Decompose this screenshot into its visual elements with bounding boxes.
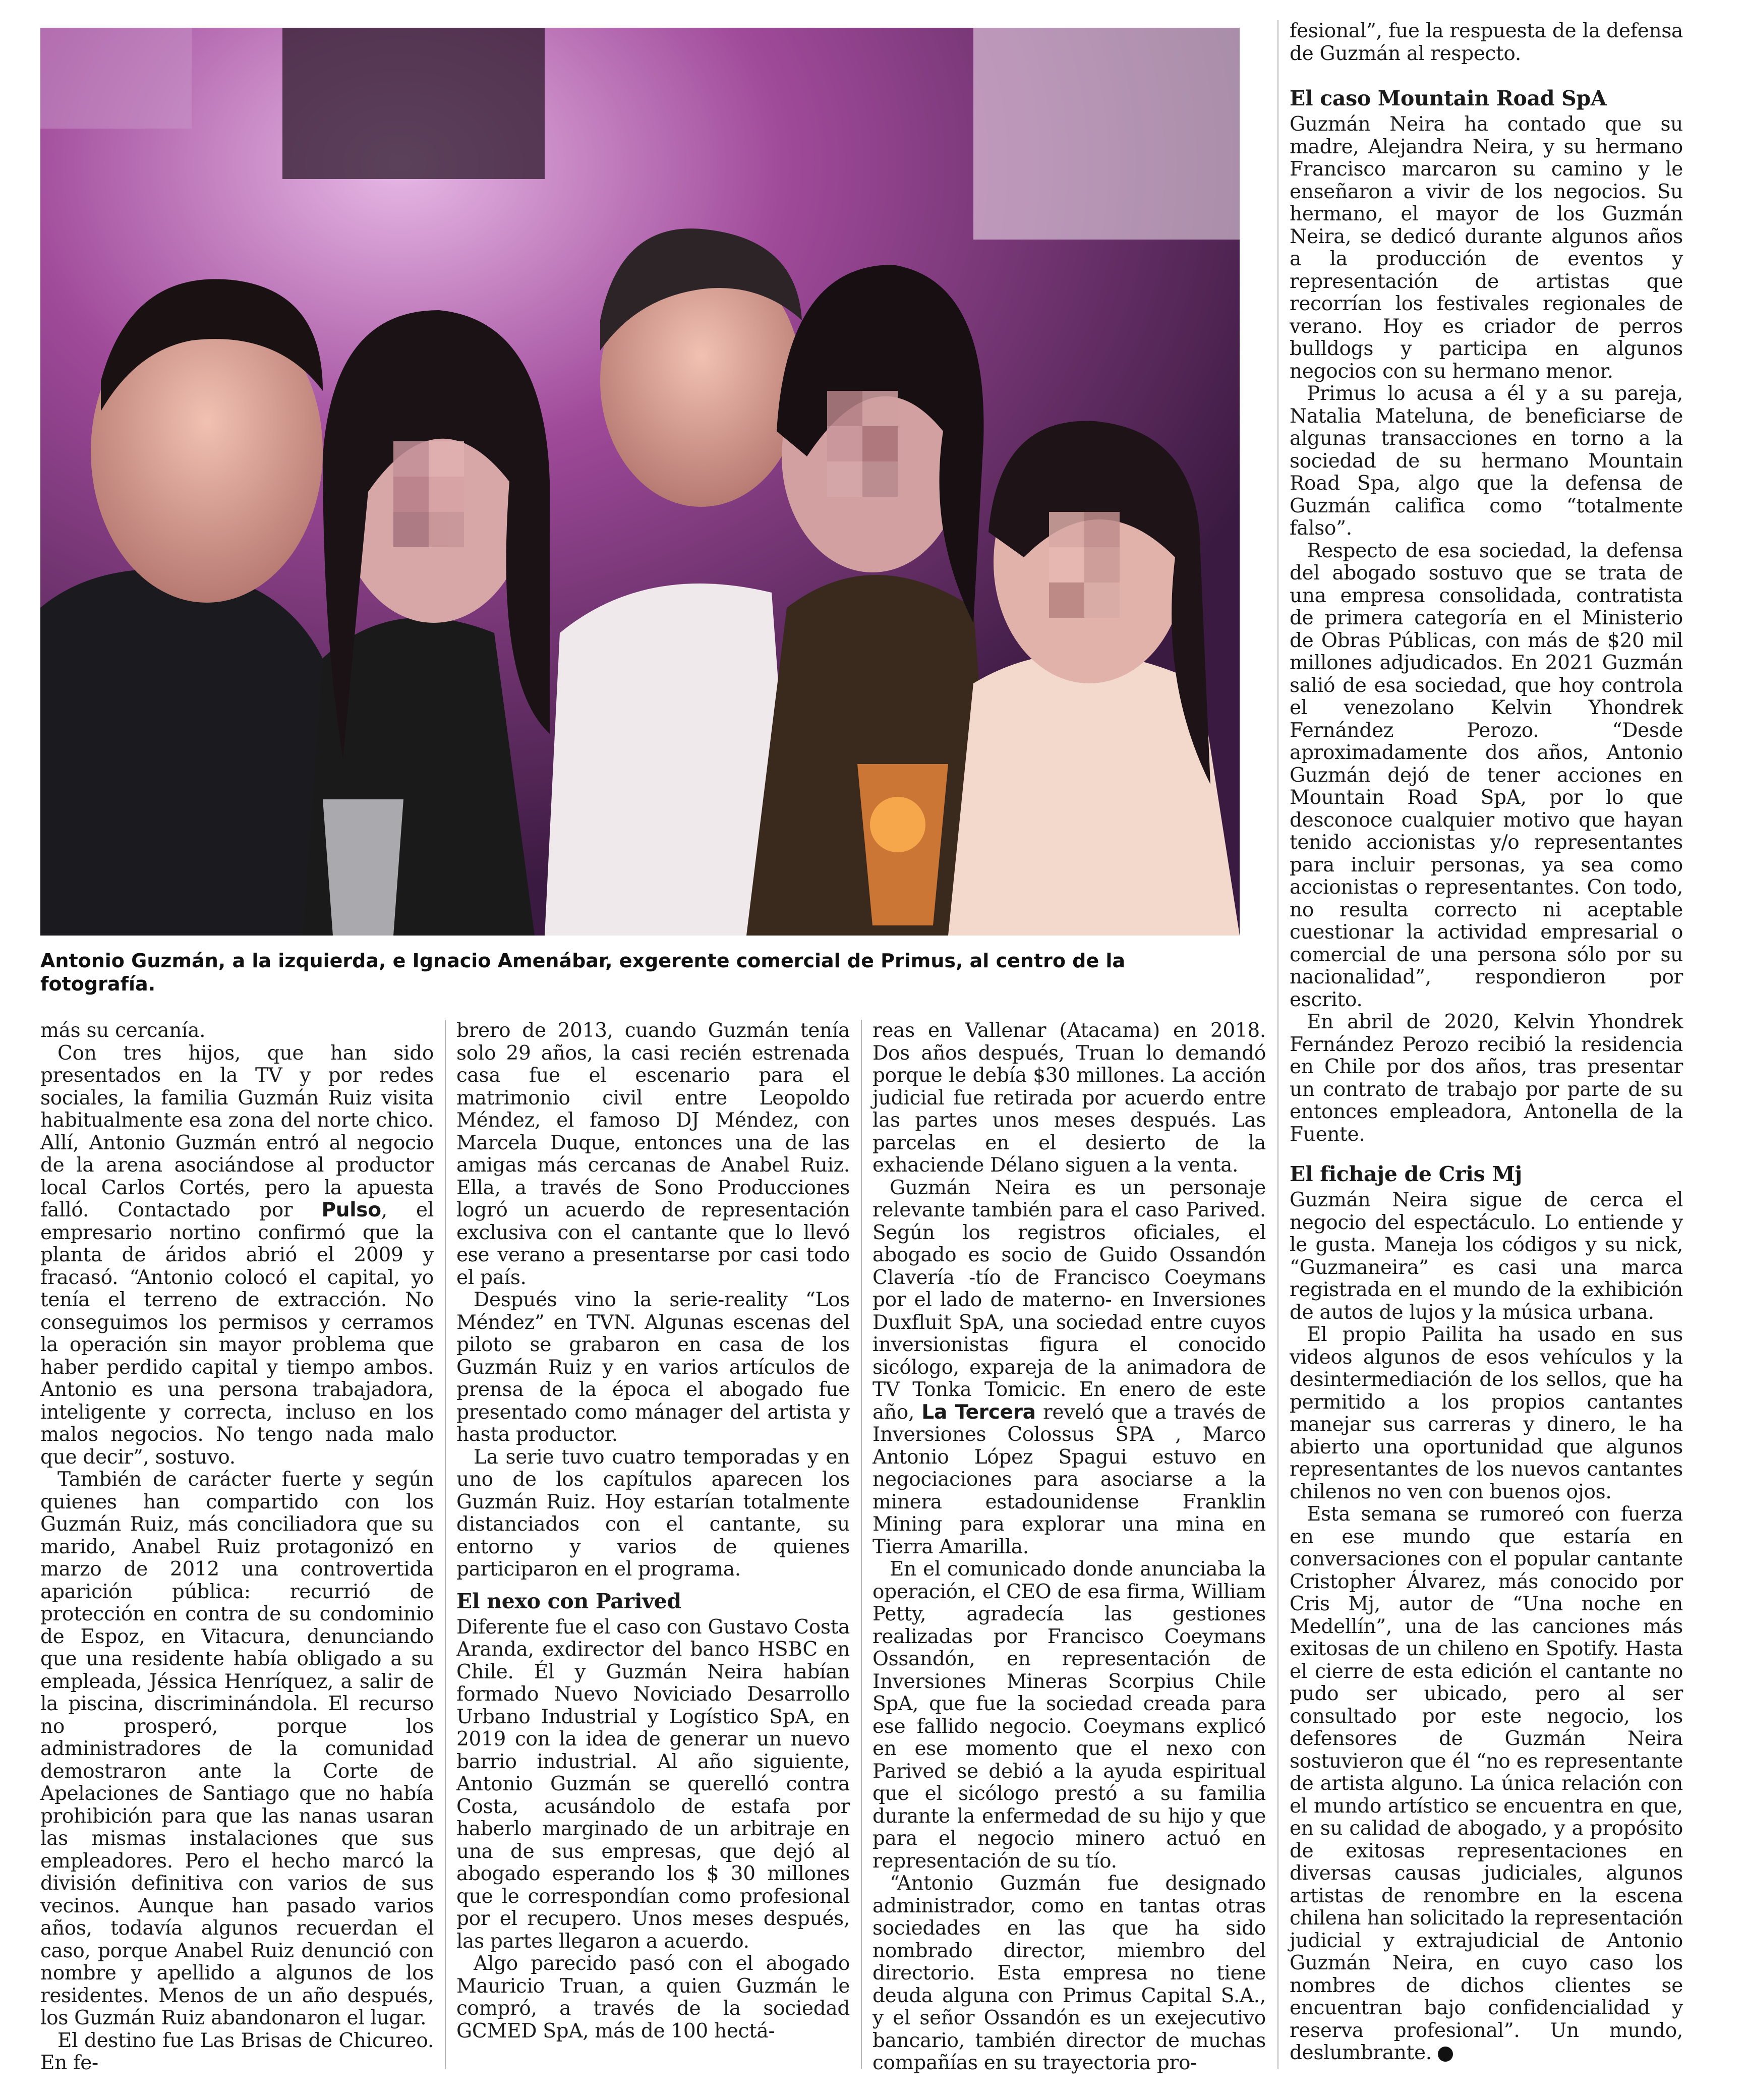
paragraph: El destino fue Las Brisas de Chicureo. En fe- <box>40 2029 434 2074</box>
article-column-4 <box>1290 20 1683 2065</box>
publication-name: Pulso <box>321 1199 381 1221</box>
column-divider <box>861 1020 862 2069</box>
paragraph: reas en Vallenar (Atacama) en 2018. Dos años después, Truan lo demandó porque le debía $30 millones. La acción judicial fue retirada por acuerdo entre las partes unos meses después. Las parcelas en el desierto de la exhaciende Délano siguen a la venta. <box>872 1019 1266 1177</box>
pulso-end-mark-icon: P <box>1438 2047 1453 2062</box>
paragraph: Algo parecido pasó con el abogado Mauricio Truan, a quien Guzmán le compró, a través de la sociedad GCMED SpA, más de 100 hectá- <box>456 1952 850 2043</box>
paragraph: Después vino la serie-reality “Los Méndez” en TVN. Algunas escenas del piloto se grabaron en casa de los Guzmán Ruiz y en varios artículos de prensa de la época el abogado fue presentado como mánager del artista y hasta productor. <box>456 1289 850 1446</box>
photo-caption: Antonio Guzmán, a la izquierda, e Ignacio Amenábar, exgerente comercial de Primus, al centro de la fotografía. <box>40 950 1126 995</box>
paragraph: Respecto de esa sociedad, la defensa del abogado sostuvo que se trata de una empresa consolidada, contratista de primera categoría en el Ministerio de Obras Públicas, con más de $20 mil millones adjudicados. En 2021 Guzmán salió de esa sociedad, que hoy controla el venezolano Kelvin Yhondrek Fernández Perozo. “Desde aproximadamente dos años, Antonio Guzmán dejó de tener acciones en Mountain Road SpA, por lo que desconoce cualquier motivo que hayan tenido accionistas y/o representantes para incluir personas, ya sea como accionistas o representantes. Con todo, no resulta correcto ni aceptable cuestionar la actividad empresarial o comercial de una persona sólo por su nacionalidad”, respondieron por escrito. <box>1290 539 1683 1011</box>
paragraph: fesional”, fue la respuesta de la defensa de Guzmán al respecto. <box>1290 20 1683 65</box>
group-photo <box>40 28 1240 936</box>
paragraph: Con tres hijos, que han sido presentados en la TV y por redes sociales, la familia Guzmán Ruiz visita habitualmente esa zona del norte chico. Allí, Antonio Guzmán entró al negocio de la arena asociándose al productor local Carlos Cortés, pero la apuesta falló. Contactado por Pulso, el empresario nortino confirmó que la planta de áridos abrió el 2009 y fracasó. “Antonio colocó el capital, yo tenía el terreno de extracción. No conseguimos los permisos y cerramos la operación sin mayor problema que haber perdido capital y tiempo ambos. Antonio es una persona trabajadora, inteligente y correcta, incluso en los malos negocios. No tengo nada malo que decir”, sostuvo. <box>40 1041 434 1469</box>
paragraph: Esta semana se rumoreó con fuerza en ese mundo que estaría en conversaciones con el popular cantante Cristopher Álvarez, más conocido por Cris Mj, autor de “Una noche en Medellín”, una de las canciones más exitosas de un chileno en Spotify. Hasta el cierre de esta edición el cantante no pudo ser ubicado, pero al ser consultado por este negocio, los defensores de Guzmán Neira sostuvieron que él “no es representante de artista alguno. La única relación con el mundo artístico se encuentra en que, en su calidad de abogado, y a propósito de exitosas representaciones en diversas causas judiciales, algunos artistas de renombre en la escena chilena han solicitado la representación judicial y extrajudicial de Antonio Guzmán Neira, en cuyo caso los nombres de dichos clientes se encuentran bajo confidencialidad y reserva profesional”. Un mundo, deslumbrante. P <box>1290 1503 1683 2064</box>
paragraph: brero de 2013, cuando Guzmán tenía solo 29 años, la casi recién estrenada casa fue el escenario para el matrimonio civil entre Leopoldo Méndez, el famoso DJ Méndez, con Marcela Duque, entonces una de las amigas más cercanas de Anabel Ruiz. Ella, a través de Sono Producciones logró un acuerdo de representación exclusiva con el cantante que lo llevó ese verano a presentarse por casi todo el país. <box>456 1019 850 1289</box>
article-column-3 <box>872 1020 1266 2075</box>
section-heading: El fichaje de Cris Mj <box>1290 1162 1522 1186</box>
section-heading: El nexo con Parived <box>456 1589 681 1613</box>
article-column-2 <box>456 1020 850 2043</box>
column-divider <box>1277 20 1278 2069</box>
paragraph: También de carácter fuerte y según quienes han compartido con los Guzmán Ruiz, más conciliadora que su marido, Anabel Ruiz protagonizó en marzo de 2012 una controvertida aparición pública: recurrió de protección en contra de su condominio de Espoz, en Vitacura, denunciando que una residente había obligado a su empleada, Jéssica Henríquez, a salir de la piscina, discriminándola. El recurso no prosperó, porque los administradores de la comunidad demostraron ante la Corte de Apelaciones de Santiago que no había prohibición para que las nanas usaran las mismas instalaciones que sus empleadores. Pero el hecho marcó la división definitiva con varios de sus vecinos. Aunque han pasado varios años, todavía algunos recuerdan el caso, porque Anabel Ruiz denunció con nombre y apellido a algunos de los residentes. Menos de un año después, los Guzmán Ruiz abandonaron el lugar. <box>40 1468 434 2029</box>
paragraph: Diferente fue el caso con Gustavo Costa Aranda, exdirector del banco HSBC en Chile. Él y Guzmán Neira habían formado Nuevo Noviciado Desarrollo Urbano Industrial y Logístico SpA, en 2019 con la idea de generar un nuevo barrio industrial. Al año siguiente, Antonio Guzmán se querelló contra Costa, acusándolo de estafa por haberlo marginado de un arbitraje en una de sus empresas, que dejó al abogado esperando los $ 30 millones que le correspondían como profesional por el recupero. Unos meses después, las partes llegaron a acuerdo. <box>456 1615 850 1953</box>
paragraph: En el comunicado donde anunciaba la operación, el CEO de esa firma, William Petty, agradecía las gestiones realizadas por Francisco Coeymans Ossandón, en representación de Inversiones Mineras Scorpius Chile SpA, que fue la sociedad creada para ese fallido negocio. Coeymans explicó en ese momento que el nexo con Parived se debió a la ayuda espiritual que el sicólogo prestó a su familia durante la enfermedad de su hijo y que para el negocio minero actuó en representación de su tío. <box>872 1558 1266 1873</box>
paragraph: El propio Pailita ha usado en sus videos algunos de esos vehículos y la desintermediación de los sellos, que ha permitido a los propios cantantes manejar sus carreras y dinero, le ha abierto una oportunidad que algunos representantes de los nuevos cantantes chilenos no ven con buenos ojos. <box>1290 1323 1683 1503</box>
paragraph: En abril de 2020, Kelvin Yhondrek Fernández Perozo recibió la residencia en Chile por dos años, tras presentar un contrato de trabajo por parte de su entonces empleadora, Antonella de la Fuente. <box>1290 1011 1683 1146</box>
publication-name: La Tercera <box>921 1401 1036 1424</box>
paragraph: “Antonio Guzmán fue designado administrador, como en tantas otras sociedades en las que ha sido nombrado director, miembro del directorio. Esta empresa no tiene deuda alguna con Primus Capital S.A., y el señor Ossandón es un exejecutivo bancario, también director de muchas compañías en su trayectoria pro- <box>872 1872 1266 2074</box>
article-column-1 <box>40 1020 434 2075</box>
section-heading: El caso Mountain Road SpA <box>1290 86 1607 110</box>
paragraph: La serie tuvo cuatro temporadas y en uno de los capítulos aparecen los Guzmán Ruiz. Hoy estarían totalmente distanciados con el cantante, su entorno y varios de quienes participaron en el programa. <box>456 1445 850 1581</box>
paragraph: más su cercanía. <box>40 1019 206 1042</box>
paragraph: Guzmán Neira sigue de cerca el negocio del espectáculo. Lo entiende y le gusta. Maneja los códigos y su nick, “Guzmaneira” es casi una marca registrada en el mundo de la exhibición de autos de lujos y la música urbana. <box>1290 1189 1683 1324</box>
column-divider <box>445 1020 446 2069</box>
paragraph: Primus lo acusa a él y a su pareja, Natalia Mateluna, de beneficiarse de algunas transacciones en torno a la sociedad de su hermano Mountain Road Spa, algo que la defensa de Guzmán califica como “totalmente falso”. <box>1290 382 1683 540</box>
paragraph: Guzmán Neira ha contado que su madre, Alejandra Neira, y su hermano Francisco marcaron su camino y le enseñaron a vivir de los negocios. Su hermano, el mayor de los Guzmán Neira, se dedicó durante algunos años a la producción de eventos y representación de artistas que recorrían los festivales regionales de verano. Hoy es criador de perros bulldogs y participa en algunos negocios con su hermano menor. <box>1290 113 1683 383</box>
paragraph: Guzmán Neira es un personaje relevante también para el caso Parived. Según los registros oficiales, el abogado es socio de Guido Ossandón Clavería -tío de Francisco Coeymans por el lado de materno- en Inversiones Duxfluit SpA, una sociedad entre cuyos inversionistas figura el conocido sicólogo, expareja de la animadora de TV Tonka Tomicic. En enero de este año, La Tercera reveló que a través de Inversiones Colossus SPA , Marco Antonio López Spagui estuvo en negociaciones para asociarse a la minera estadounidense Franklin Mining para explorar una mina en Tierra Amarilla. <box>872 1176 1266 1558</box>
